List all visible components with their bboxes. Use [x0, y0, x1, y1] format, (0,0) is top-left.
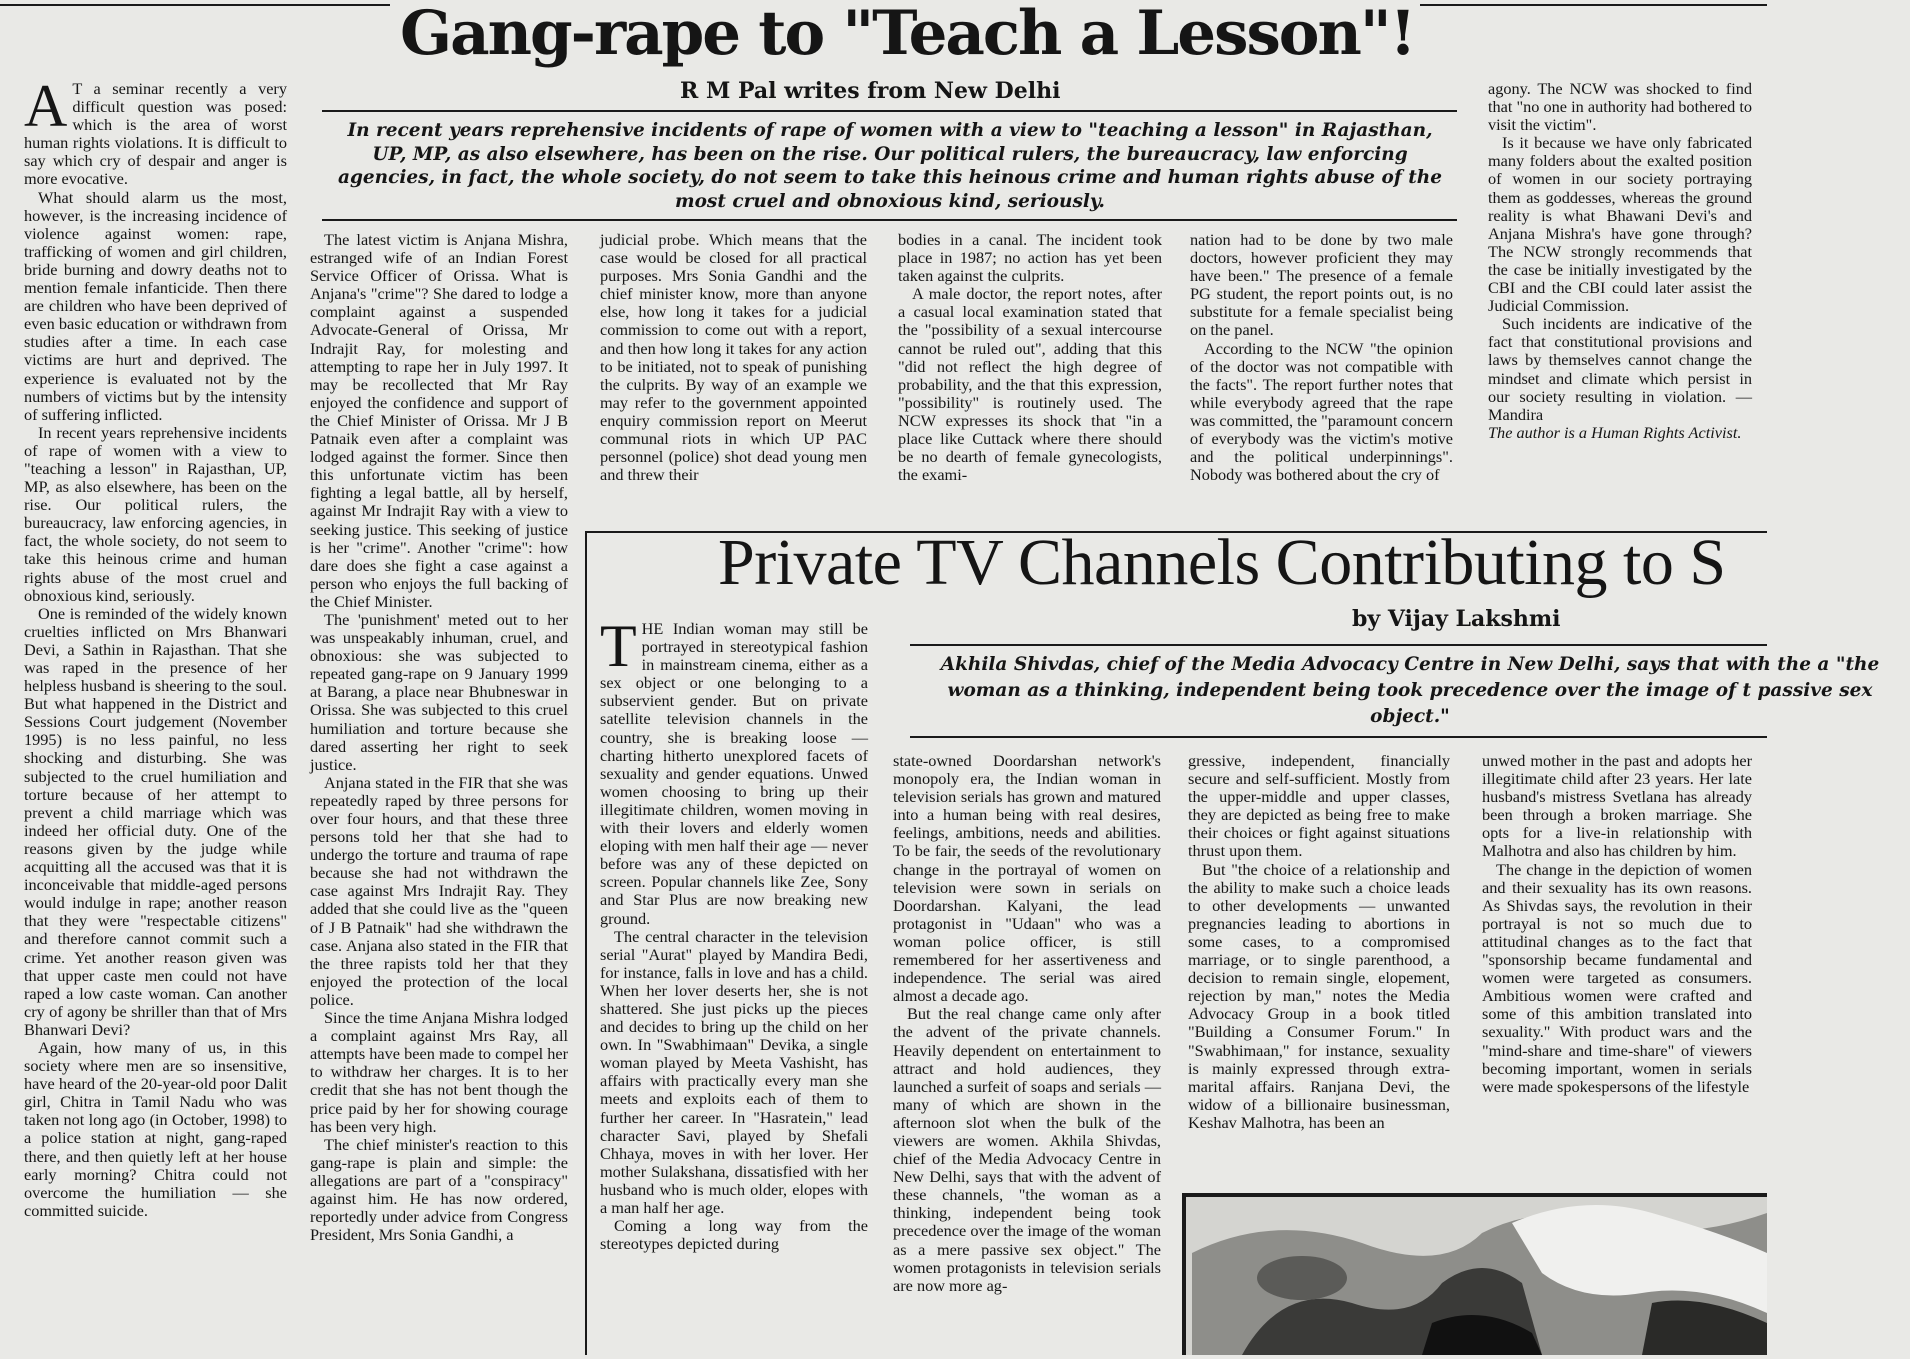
- paragraph: In recent years reprehensive incidents of rape of women with a view to "teaching a lesson" in Rajasthan, UP, MP, as also elsewhere, has been on the rise. Our political rulers, the bureaucracy, law enforcing agencies, in fact, the whole society, do not seem to take this heinous crime and human rights abuse of the most cruel and obnoxious kind, seriously.: [24, 422, 287, 605]
- paragraph: The chief minister's reaction to this gang-rape is plain and simple: the allegations are part of a "conspiracy" against him. He has now ordered, reportedly under advice from Congress President, Mrs Sonia Gandhi, a: [310, 1134, 568, 1245]
- paragraph: According to the NCW "the opinion of the doctor was not compatible with the facts". The report further notes that while everybody agreed that the rape was committed, the "paramount concern of everybody was the victim's motive and the political underpinnings". Nobody was bothered about the cry of: [1190, 338, 1453, 485]
- article2-deck-bottom-rule: [910, 736, 1767, 738]
- author-note: The author is a Human Rights Activist.: [1488, 422, 1742, 442]
- article1-headline: Gang-rape to "Teach a Lesson"!: [400, 0, 1415, 69]
- paragraph: One is reminded of the widely known cruelties inflicted on Mrs Bhanwari Devi, a Sathin in Rajasthan. That she was raped in the presence of her helpless husband is sheering to the soul. But what happened in the District and Sessions Court judgement (November 1995) is no less painful, no less shocking and disturbing. She was subjected to the cruel humiliation and torture because of her attempt to prevent a child marriage which was indeed her official duty. One of the reasons given by the judge while acquitting all the accused was that it is inconceivable that middle-aged persons would indulge in rape; another reason that they were "respectable citizens" and therefore cannot commit such a crime. Yet another reason given was that upper caste men could not have raped a low caste woman. Can another cry of agony be shriller than that of Mrs Bhanwari Devi?: [24, 603, 287, 1039]
- deck-bottom-rule: [322, 219, 1457, 221]
- article2-deck-top-rule: [910, 644, 1767, 646]
- dropcap: T: [600, 613, 637, 679]
- paragraph: The 'punishment' meted out to her was unspeakably inhuman, cruel, and obnoxious: she was subjected to repeated gang-rape on 9 January 1999 at Barang, a place near Bhubneswar in Orissa. She was subjected to this cruel humiliation and torture because she dared asserting her right to seek justice.: [310, 609, 568, 774]
- article1-column-3: [600, 231, 867, 521]
- paragraph: unwed mother in the past and adopts her illegitimate child after 23 years. Her late husband's mistress Svetlana has already been through a broken marriage. She opts for a live-in relationship with Malhotra and also has children by him.: [1482, 751, 1752, 861]
- top-rule-left: [0, 4, 390, 6]
- paragraph: But "the choice of a relationship and the ability to make such a choice leads to other developments — unwanted pregnancies leading to abortions in some cases, to a compromised marriage, or to single parenthood, a decision to remain single, elopement, rejection by man," notes the Media Advocacy Group in a book titled "Building a Consumer Forum." In "Swabhimaan," for instance, sexuality is mainly expressed through extra-marital affairs. Ranjana Devi, the widow of a billionaire businessman, Keshav Malhotra, has been an: [1188, 859, 1450, 1132]
- paragraph: But the real change came only after the advent of the private channels. Heavily dependent on entertainment to attract and hold audiences, they launched a surfeit of soaps and serials — many of which are shown in the afternoon slot when the bulk of the viewers are women. Akhila Shivdas, chief of the Media Advocacy Centre in New Delhi, says that with the advent of these channels, "the woman as a thinking, independent being took precedence over the image of the woman as a mere passive sex object." The women protagonists in television serials are now more ag-: [893, 1004, 1161, 1295]
- paragraph: agony. The NCW was shocked to find that "no one in authority had bothered to visit the victim".: [1488, 79, 1752, 135]
- article2-deck: Akhila Shivdas, chief of the Media Advocacy Centre in New Delhi, says that with the a "the woman as a thinking, independent being took precedence over the image of t passive sex object.": [940, 654, 1880, 727]
- deck-top-rule: [322, 110, 1457, 112]
- paragraph: gressive, independent, financially secure and self-sufficient. Mostly from the upper-middle and upper classes, they are depicted as being free to make their choices or fight against situations thrust upon them.: [1188, 751, 1450, 861]
- article2-photo: [1182, 1193, 1767, 1355]
- paragraph: T a seminar recently a very difficult question was posed: which is the area of worst human rights violations. It is difficult to say which cry of despair and anger is more evocative.: [24, 79, 287, 189]
- article2-byline: by Vijay Lakshmi: [1352, 606, 1561, 632]
- article1-column-6: [1488, 80, 1752, 525]
- article1-deck: In recent years reprehensive incidents of rape of women with a view to "teaching a lesson" in Rajasthan, UP, MP, as also elsewhere, has been on the rise. Our political rulers, the bureaucracy, law enforcing agencies, in fact, the whole society, do not seem to take this heinous crime and human rights abuse of the most cruel and obnoxious kind, seriously.: [337, 120, 1443, 212]
- paragraph: Again, how many of us, in this society where men are so insensitive, have heard of the 20-year-old poor Dalit girl, Chitra in Tamil Nadu who was taken not long ago (in October, 1998) to a police station at night, gang-raped there, and then quietly left at her house early morning? Chitra could not overcome the humiliation — she committed suicide.: [24, 1037, 287, 1220]
- paragraph: A male doctor, the report notes, after a casual local examination stated that the "possibility of a sexual intercourse cannot be ruled out", adding that this "did not reflect the high degree of probability, and the that this expression, "possibility" is routinely used. The NCW expresses its shock that "in a place like Cuttack where there should be no dearth of female gynecologists, the exami-: [898, 284, 1162, 485]
- paragraph: The change in the depiction of women and their sexuality has its own reasons. As Shivdas says, the revolution in their portrayal is not so much due to attitudinal changes as to the fact that "sponsorship became fundamental and women were targeted as consumers. Ambitious women were crafted and some of this ambition translated into sexuality." With product wars and the "mind-share and time-share" of viewers becoming important, women in serials were made spokespersons of the lifestyle: [1482, 859, 1752, 1096]
- article1-column-1: [24, 73, 287, 1355]
- article2-column-4: [1482, 752, 1752, 1184]
- paragraph: Is it because we have only fabricated many folders about the exalted position of women in our society portraying them as goddesses, whereas the ground reality is what Bhawani Devi's and Anjana Mishra's have gone through? The NCW strongly recommends that the case be initially investigated by the CBI and the CBI could later assist the Judicial Commission.: [1488, 133, 1752, 316]
- top-rule-right: [1420, 4, 1767, 6]
- paragraph: HE Indian woman may still be portrayed in stereotypical fashion in mainstream cinema, either as a sex object or one belonging to a subservient gender. But on private satellite television channels in the country, she is breaking loose — charting hitherto unexplored facets of sexuality and gender equations. Unwed women choosing to bring up their illegitimate children, women moving in with their lovers and elderly women eloping with men half their age — never before was any of these depicted on screen. Popular channels like Zee, Sony and Star Plus are now breaking new ground.: [600, 619, 868, 928]
- paragraph: state-owned Doordarshan network's monopoly era, the Indian woman in television serials has grown and matured into a human being with real desires, feelings, ambitions, needs and abilities. To be fair, the seeds of the revolutionary change in the portrayal of women on television were sown in serials on Doordarshan. Kalyani, the lead protagonist in "Udaan" who was a woman police officer, is still remembered for her assertiveness and independence. The serial was aired almost a decade ago.: [893, 751, 1161, 1006]
- paragraph: nation had to be done by two male doctors, however proficient they may have been." The presence of a female PG student, the report points out, is no substitute for a female specialist being on the panel.: [1190, 230, 1453, 340]
- paragraph: Coming a long way from the stereotypes depicted during: [600, 1216, 868, 1254]
- paragraph: The latest victim is Anjana Mishra, estranged wife of an Indian Forest Service Officer of Orissa. What is Anjana's "crime"? She dared to lodge a complaint against a suspended Advocate-General of Orissa, Mr Indrajit Ray, for molesting and attempting to rape her in July 1997. It may be recollected that Mr Ray enjoyed the confidence and support of the Chief Minister of Orissa. Mr J B Patnaik even after a complaint was lodged against the former. Since then this unfortunate victim has been fighting a legal battle, all by herself, against Mr Indrajit Ray with a view to seeking justice. This seeking of justice is her "crime". Another "crime": how dare does she fight a case against a person who enjoys the full backing of the Chief Minister.: [310, 230, 568, 611]
- paragraph: What should alarm us the most, however, is the increasing incidence of violence against women: rape, trafficking of women and girl children, bride burning and dowry deaths not to mention female infanticide. Then there are children who have been deprived of even basic education or withdrawn from studies after a time. In each case victims are hurt and deprived. The experience is evaluated not by the numbers of victims but by the intensity of suffering inflicted.: [24, 187, 287, 424]
- paragraph: The central character in the television serial "Aurat" played by Mandira Bedi, for instance, falls in love and has a child. When her lover deserts her, she is not shattered. She just picks up the pieces and decides to bring up the child on her own. In "Swabhimaan" Devika, a single woman played by Meeta Vashisht, has affairs with practically every man she meets and exploits each of them to further her career. In "Hasratein," lead character Savi, played by Shefali Chhaya, moves in with her lover. Her mother Sulakshana, dissatisfied with her husband who is much older, elopes with a man half her age.: [600, 926, 868, 1217]
- article2-column-1: [600, 613, 868, 1355]
- article1-column-2: [310, 231, 568, 1355]
- article1-column-4: [898, 231, 1162, 521]
- article2-column-2: [893, 752, 1161, 1355]
- paragraph: Since the time Anjana Mishra lodged a complaint against Mrs Ray, all attempts have been made to compel her to withdraw her charges. It is to her credit that she has not bent though the price paid by her for showing courage has been very high.: [310, 1008, 568, 1136]
- paragraph: Anjana stated in the FIR that she was repeatedly raped by three persons for over four hours, and that these three persons told her that she had to undergo the torture and trauma of rape because she had not withdrawn the case against Mrs Indrajit Ray. They added that she could live as the "queen of J B Patnaik" had she withdrawn the case. Anjana also stated in the FIR that the three rapists told her that they enjoyed the protection of the local police.: [310, 772, 568, 1009]
- article1-byline: R M Pal writes from New Delhi: [680, 78, 1061, 104]
- dropcap: A: [24, 73, 68, 139]
- article2-column-3: [1188, 752, 1450, 1184]
- article2-headline: Private TV Channels Contributing to S: [718, 526, 1726, 599]
- paragraph: bodies in a canal. The incident took place in 1987; no action has yet been taken against the culprits.: [898, 230, 1162, 286]
- article1-column-5: [1190, 231, 1453, 521]
- paragraph: judicial probe. Which means that the case would be closed for all practical purposes. Mrs Sonia Gandhi and the chief minister know, more than anyone else, how long it takes for a judicial commission to come out with a report, and then how long it takes for any action to be initiated, not to speak of punishing the culprits. By way of an example we may refer to the government appointed enquiry commission report on Meerut communal riots in which UP PAC personnel (police) shot dead young men and threw their: [600, 230, 867, 485]
- article2-box-left-rule: [585, 531, 587, 1355]
- paragraph: Such incidents are indicative of the fact that constitutional provisions and laws by themselves cannot change the mindset and climate which persist in our society resulting in violation. — Mandira: [1488, 314, 1752, 424]
